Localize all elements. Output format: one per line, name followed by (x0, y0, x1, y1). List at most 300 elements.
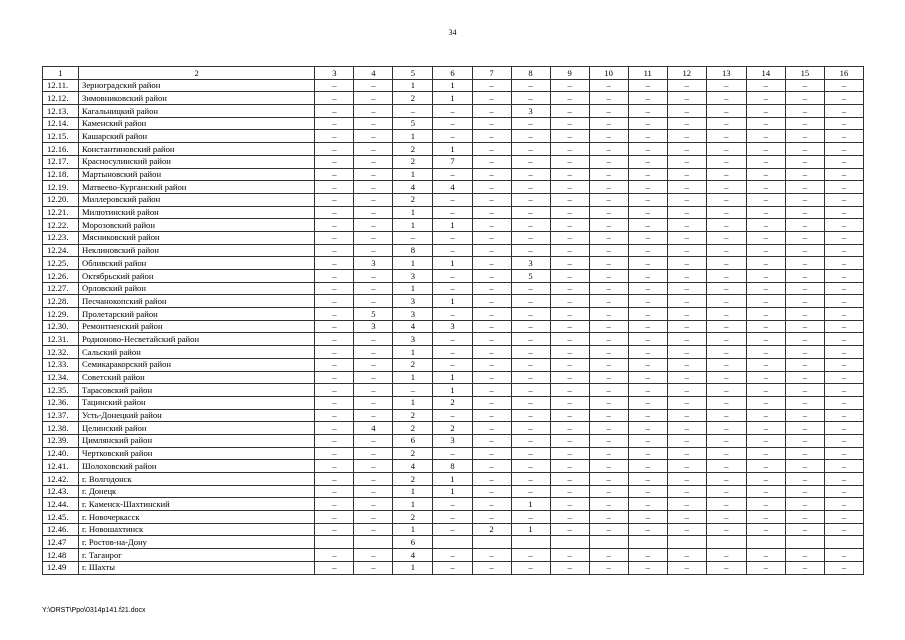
value-cell: – (706, 295, 746, 308)
value-cell (746, 536, 785, 549)
value-cell: – (433, 447, 472, 460)
value-cell: – (472, 447, 511, 460)
table-row (43, 295, 864, 308)
row-number-cell: 12.26. (43, 270, 79, 283)
row-number-cell: 12.18. (43, 168, 79, 181)
district-name-cell: Сальский район (79, 346, 315, 359)
value-cell: – (706, 346, 746, 359)
value-cell: – (824, 295, 863, 308)
value-cell: 3 (354, 320, 393, 333)
value-cell: – (315, 270, 354, 283)
value-cell: 2 (433, 396, 472, 409)
value-cell: 1 (433, 295, 472, 308)
value-cell: – (433, 206, 472, 219)
value-cell: – (706, 105, 746, 118)
value-cell: – (628, 320, 667, 333)
district-name-cell: г. Новочеркасск (79, 511, 315, 524)
value-cell: – (315, 434, 354, 447)
value-cell: – (667, 333, 706, 346)
district-name-cell: Орловский район (79, 282, 315, 295)
value-cell: – (589, 447, 628, 460)
value-cell: – (746, 485, 785, 498)
value-cell: – (628, 155, 667, 168)
value-cell: 3 (393, 295, 433, 308)
value-cell: – (706, 460, 746, 473)
value-cell: – (628, 434, 667, 447)
value-cell: – (824, 168, 863, 181)
table-row (43, 523, 864, 536)
value-cell: – (472, 270, 511, 283)
value-cell: 1 (393, 79, 433, 92)
value-cell (472, 536, 511, 549)
value-cell: – (472, 473, 511, 486)
value-cell: – (354, 105, 393, 118)
value-cell: – (472, 333, 511, 346)
value-cell: – (550, 498, 589, 511)
value-cell: – (746, 422, 785, 435)
value-cell: – (354, 206, 393, 219)
value-cell: – (785, 105, 824, 118)
column-header: 8 (511, 67, 550, 80)
value-cell: – (315, 181, 354, 194)
value-cell: – (472, 358, 511, 371)
value-cell: – (315, 155, 354, 168)
document-file-path: Y:\ORST\Ppo\0314p141.f21.docx (42, 607, 146, 614)
value-cell: – (550, 168, 589, 181)
value-cell: – (628, 270, 667, 283)
value-cell: – (511, 396, 550, 409)
column-header: 4 (354, 67, 393, 80)
value-cell: – (785, 485, 824, 498)
district-name-cell: Миллеровский район (79, 193, 315, 206)
value-cell: – (746, 333, 785, 346)
value-cell: – (667, 460, 706, 473)
value-cell: – (433, 498, 472, 511)
value-cell: 5 (393, 117, 433, 130)
value-cell: – (746, 143, 785, 156)
value-cell: – (785, 561, 824, 574)
row-number-cell: 12.30. (43, 320, 79, 333)
value-cell: – (706, 384, 746, 397)
value-cell: – (667, 308, 706, 321)
value-cell: – (354, 473, 393, 486)
value-cell: – (433, 333, 472, 346)
value-cell: – (746, 434, 785, 447)
value-cell: – (315, 460, 354, 473)
value-cell: – (472, 206, 511, 219)
value-cell: – (472, 434, 511, 447)
value-cell: 2 (393, 409, 433, 422)
value-cell: – (433, 244, 472, 257)
value-cell: 1 (433, 371, 472, 384)
row-number-cell: 12.48 (43, 549, 79, 562)
value-cell: – (628, 485, 667, 498)
table-row (43, 219, 864, 232)
value-cell: – (472, 485, 511, 498)
district-name-cell: Морозовский район (79, 219, 315, 232)
value-cell: – (785, 434, 824, 447)
value-cell: – (667, 473, 706, 486)
value-cell: – (628, 371, 667, 384)
value-cell: – (589, 371, 628, 384)
value-cell: – (667, 549, 706, 562)
value-cell: – (746, 498, 785, 511)
value-cell: – (354, 561, 393, 574)
value-cell: – (628, 358, 667, 371)
value-cell: – (433, 270, 472, 283)
value-cell: – (511, 79, 550, 92)
value-cell: – (354, 346, 393, 359)
value-cell: – (824, 473, 863, 486)
row-number-cell: 12.29. (43, 308, 79, 321)
value-cell: – (706, 333, 746, 346)
value-cell: – (589, 257, 628, 270)
value-cell: – (472, 79, 511, 92)
value-cell: – (354, 92, 393, 105)
value-cell: – (824, 498, 863, 511)
table-row (43, 143, 864, 156)
district-name-cell: Неклиновский район (79, 244, 315, 257)
value-cell: – (354, 231, 393, 244)
row-number-cell: 12.45. (43, 511, 79, 524)
district-name-cell: Чертковский район (79, 447, 315, 460)
value-cell: – (511, 181, 550, 194)
value-cell: – (628, 396, 667, 409)
value-cell: – (824, 384, 863, 397)
value-cell: – (354, 130, 393, 143)
value-cell: – (550, 231, 589, 244)
row-number-cell: 12.34. (43, 371, 79, 384)
value-cell: 3 (393, 308, 433, 321)
row-number-cell: 12.49 (43, 561, 79, 574)
value-cell: – (824, 320, 863, 333)
value-cell: – (315, 561, 354, 574)
value-cell: – (667, 358, 706, 371)
value-cell: – (315, 371, 354, 384)
value-cell: – (511, 168, 550, 181)
value-cell: – (785, 320, 824, 333)
table-row (43, 384, 864, 397)
value-cell: – (824, 333, 863, 346)
value-cell: 2 (393, 511, 433, 524)
district-name-cell: Октябрьский район (79, 270, 315, 283)
value-cell: – (746, 396, 785, 409)
value-cell: – (354, 358, 393, 371)
table-row (43, 282, 864, 295)
value-cell: – (550, 333, 589, 346)
value-cell: – (628, 473, 667, 486)
value-cell: – (550, 396, 589, 409)
value-cell: – (472, 396, 511, 409)
value-cell: – (706, 434, 746, 447)
district-name-cell: Матвеево-Курганский район (79, 181, 315, 194)
row-number-cell: 12.39. (43, 434, 79, 447)
value-cell: 1 (393, 282, 433, 295)
value-cell: – (550, 549, 589, 562)
value-cell: – (746, 447, 785, 460)
value-cell: – (315, 396, 354, 409)
value-cell: – (550, 193, 589, 206)
district-name-cell: Зерноградский район (79, 79, 315, 92)
district-name-cell: Целинский район (79, 422, 315, 435)
value-cell: – (628, 105, 667, 118)
district-name-cell: Усть-Донецкий район (79, 409, 315, 422)
value-cell: – (746, 181, 785, 194)
value-cell: 1 (433, 257, 472, 270)
district-name-cell: Шолоховский район (79, 460, 315, 473)
value-cell: – (746, 231, 785, 244)
value-cell: – (589, 384, 628, 397)
row-number-cell: 12.35. (43, 384, 79, 397)
value-cell: – (628, 92, 667, 105)
value-cell: – (746, 308, 785, 321)
value-cell: – (511, 561, 550, 574)
value-cell: – (824, 346, 863, 359)
value-cell: 4 (393, 181, 433, 194)
value-cell: – (706, 485, 746, 498)
value-cell (589, 536, 628, 549)
value-cell: – (785, 155, 824, 168)
district-name-cell: Тацинский район (79, 396, 315, 409)
value-cell: – (628, 561, 667, 574)
value-cell: – (746, 346, 785, 359)
value-cell: – (315, 206, 354, 219)
table-row (43, 396, 864, 409)
value-cell: – (785, 346, 824, 359)
value-cell: – (511, 422, 550, 435)
value-cell (511, 536, 550, 549)
value-cell: – (589, 105, 628, 118)
value-cell: – (354, 447, 393, 460)
value-cell: – (550, 295, 589, 308)
value-cell: – (511, 346, 550, 359)
value-cell: – (628, 384, 667, 397)
row-number-cell: 12.40. (43, 447, 79, 460)
value-cell: 4 (354, 422, 393, 435)
value-cell: – (667, 92, 706, 105)
value-cell: – (628, 168, 667, 181)
value-cell: – (746, 549, 785, 562)
value-cell: 1 (433, 384, 472, 397)
value-cell: – (511, 473, 550, 486)
value-cell: – (472, 460, 511, 473)
row-number-cell: 12.27. (43, 282, 79, 295)
value-cell: – (589, 79, 628, 92)
value-cell: – (472, 320, 511, 333)
district-name-cell: г. Новошахтинск (79, 523, 315, 536)
value-cell: – (550, 117, 589, 130)
value-cell: – (315, 143, 354, 156)
value-cell: – (589, 270, 628, 283)
value-cell: 1 (433, 473, 472, 486)
value-cell (628, 536, 667, 549)
value-cell (315, 536, 354, 549)
value-cell (433, 536, 472, 549)
district-name-cell: Каменский район (79, 117, 315, 130)
value-cell: – (706, 308, 746, 321)
value-cell: – (550, 105, 589, 118)
value-cell: – (315, 358, 354, 371)
value-cell: – (550, 244, 589, 257)
value-cell: – (667, 523, 706, 536)
value-cell: – (746, 257, 785, 270)
column-header: 16 (824, 67, 863, 80)
value-cell: – (472, 409, 511, 422)
value-cell: – (706, 143, 746, 156)
value-cell: – (472, 193, 511, 206)
value-cell: – (746, 193, 785, 206)
value-cell: – (824, 270, 863, 283)
table-row (43, 105, 864, 118)
value-cell: – (746, 244, 785, 257)
table-row (43, 270, 864, 283)
value-cell: – (824, 282, 863, 295)
district-name-cell: Обливский район (79, 257, 315, 270)
value-cell: – (472, 295, 511, 308)
value-cell: – (472, 143, 511, 156)
value-cell: – (785, 384, 824, 397)
value-cell: – (550, 371, 589, 384)
value-cell: – (589, 409, 628, 422)
value-cell: – (472, 168, 511, 181)
value-cell: – (785, 168, 824, 181)
value-cell: – (628, 308, 667, 321)
value-cell: – (706, 549, 746, 562)
value-cell: 2 (393, 473, 433, 486)
value-cell: – (785, 143, 824, 156)
value-cell: – (550, 282, 589, 295)
value-cell: – (746, 358, 785, 371)
value-cell: – (824, 485, 863, 498)
value-cell: – (433, 193, 472, 206)
value-cell: – (628, 498, 667, 511)
value-cell: – (589, 231, 628, 244)
value-cell: – (550, 447, 589, 460)
value-cell: – (354, 181, 393, 194)
value-cell (785, 536, 824, 549)
value-cell: – (354, 485, 393, 498)
column-header: 10 (589, 67, 628, 80)
value-cell: – (472, 371, 511, 384)
value-cell: – (706, 409, 746, 422)
value-cell: – (746, 219, 785, 232)
value-cell: – (511, 511, 550, 524)
row-number-cell: 12.46. (43, 523, 79, 536)
column-header: 6 (433, 67, 472, 80)
value-cell: – (472, 219, 511, 232)
value-cell: – (433, 308, 472, 321)
value-cell: 6 (393, 536, 433, 549)
value-cell: – (628, 523, 667, 536)
value-cell: – (315, 320, 354, 333)
value-cell: – (824, 511, 863, 524)
district-name-cell: г. Донецк (79, 485, 315, 498)
value-cell: – (511, 371, 550, 384)
value-cell: – (785, 193, 824, 206)
value-cell: – (315, 231, 354, 244)
value-cell: – (746, 409, 785, 422)
value-cell: – (511, 155, 550, 168)
value-cell: – (589, 308, 628, 321)
value-cell: – (472, 231, 511, 244)
value-cell: – (315, 346, 354, 359)
value-cell: – (315, 130, 354, 143)
value-cell: – (628, 333, 667, 346)
value-cell: – (746, 168, 785, 181)
value-cell: – (511, 219, 550, 232)
value-cell: – (667, 79, 706, 92)
value-cell: – (354, 193, 393, 206)
value-cell: – (315, 92, 354, 105)
value-cell: – (550, 434, 589, 447)
value-cell: – (706, 396, 746, 409)
value-cell: – (706, 320, 746, 333)
value-cell: 7 (433, 155, 472, 168)
value-cell: 3 (393, 333, 433, 346)
value-cell: – (511, 447, 550, 460)
value-cell: – (511, 460, 550, 473)
value-cell: – (589, 295, 628, 308)
value-cell: – (746, 561, 785, 574)
district-name-cell: Мартыновский район (79, 168, 315, 181)
value-cell: – (706, 523, 746, 536)
value-cell: – (550, 358, 589, 371)
page-number: 34 (448, 28, 457, 37)
value-cell: – (472, 346, 511, 359)
value-cell: – (667, 371, 706, 384)
value-cell: – (824, 219, 863, 232)
value-cell: – (589, 561, 628, 574)
table-row (43, 485, 864, 498)
value-cell: – (628, 219, 667, 232)
table-row (43, 561, 864, 574)
value-cell: – (667, 409, 706, 422)
value-cell: – (472, 561, 511, 574)
table-row (43, 92, 864, 105)
value-cell: – (824, 105, 863, 118)
value-cell: – (354, 333, 393, 346)
value-cell: – (667, 168, 706, 181)
value-cell: – (785, 92, 824, 105)
value-cell: – (628, 231, 667, 244)
value-cell: – (433, 358, 472, 371)
value-cell: – (354, 219, 393, 232)
value-cell: 8 (393, 244, 433, 257)
value-cell: – (824, 460, 863, 473)
value-cell: – (433, 105, 472, 118)
value-cell: 1 (433, 92, 472, 105)
value-cell: – (628, 282, 667, 295)
value-cell: – (824, 257, 863, 270)
value-cell: – (315, 244, 354, 257)
table-row (43, 168, 864, 181)
row-number-cell: 12.24. (43, 244, 79, 257)
value-cell: – (785, 473, 824, 486)
value-cell: – (472, 257, 511, 270)
value-cell: 1 (393, 523, 433, 536)
value-cell: – (824, 244, 863, 257)
value-cell: 1 (433, 143, 472, 156)
value-cell: – (589, 434, 628, 447)
row-number-cell: 12.37. (43, 409, 79, 422)
value-cell: – (824, 371, 863, 384)
value-cell: – (511, 295, 550, 308)
value-cell: – (746, 105, 785, 118)
value-cell: – (472, 105, 511, 118)
value-cell (667, 536, 706, 549)
value-cell: 4 (393, 320, 433, 333)
value-cell: 2 (472, 523, 511, 536)
